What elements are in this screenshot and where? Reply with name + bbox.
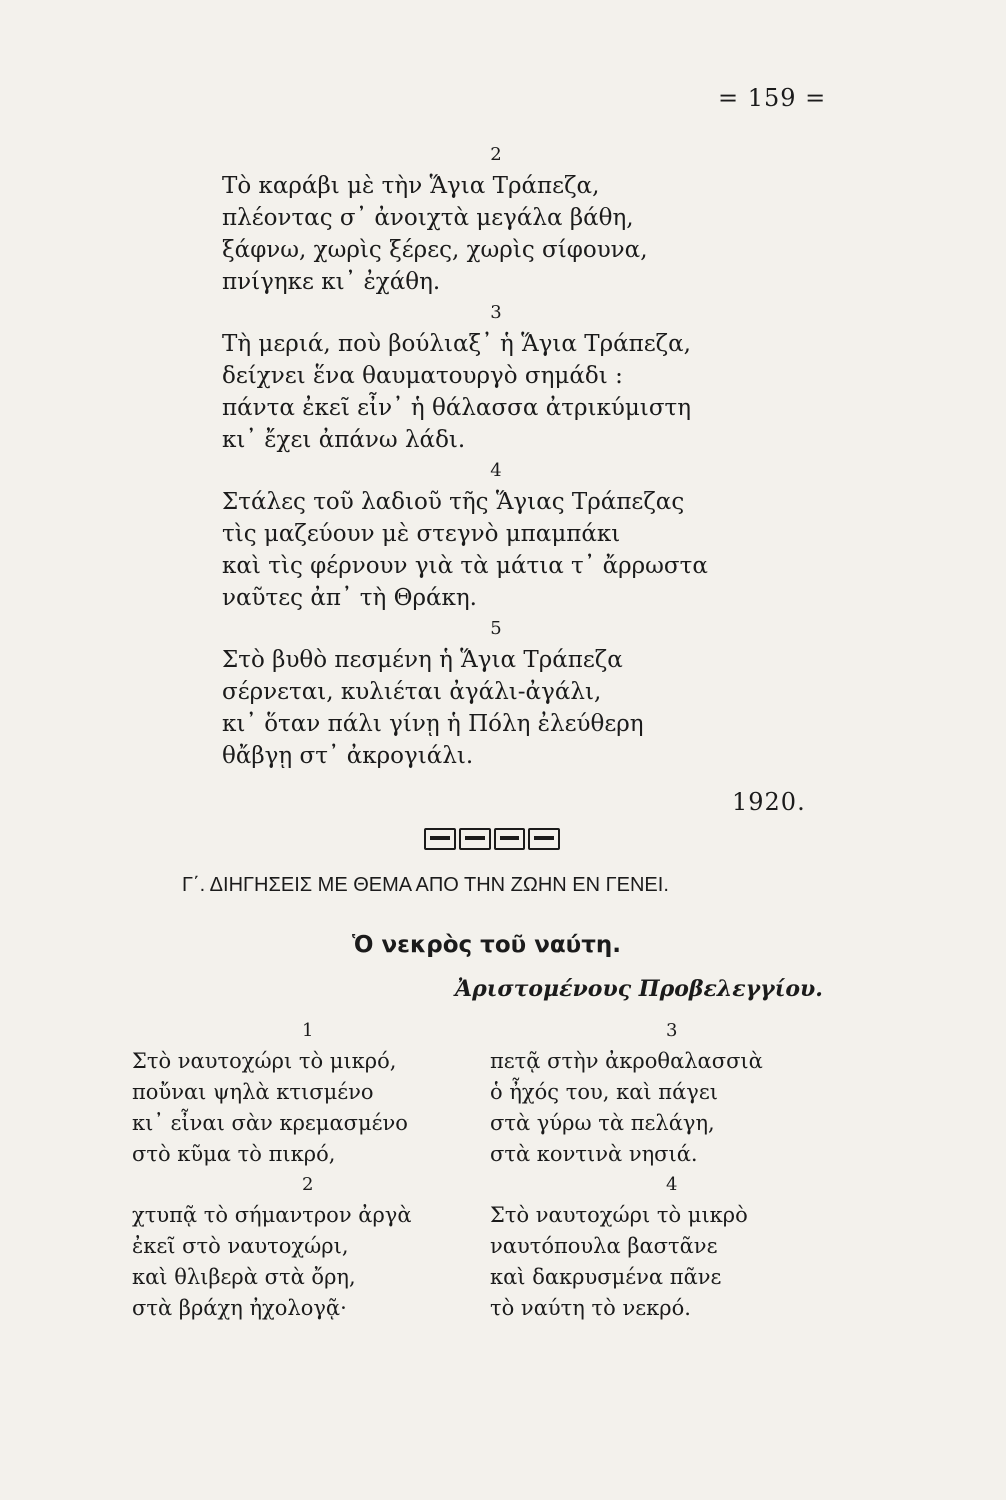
poem-continuation <box>222 140 822 772</box>
verse-line: πετᾷ στὴν ἀκροθαλασσιὰ <box>490 1049 763 1073</box>
stanza <box>222 456 822 614</box>
verse-line: σέρνεται, κυλιέται ἀγάλι-ἀγάλι, <box>222 679 602 705</box>
stanza-number: 3 <box>666 1020 678 1041</box>
verse-line: ξάφνω, χωρὶς ξέρες, χωρὶς σίφουνα, <box>222 237 648 263</box>
stanza-number: 2 <box>302 1174 314 1195</box>
poem-year: 1920. <box>732 788 806 816</box>
verse-line: Στάλες τοῦ λαδιοῦ τῆς Ἅγιας Τράπεζας <box>222 489 685 515</box>
verse-line: ναυτόπουλα βαστᾶνε <box>490 1234 718 1258</box>
verse-line: ποὔναι ψηλὰ κτισμένο <box>132 1080 374 1104</box>
stanza-number: 4 <box>490 460 502 481</box>
verse-line: στὸ κῦμα τὸ πικρό, <box>132 1142 336 1166</box>
verse-line: θἄβγῃ στ᾿ ἀκρογιάλι. <box>222 743 474 769</box>
verse-line: κι᾿ ὅταν πάλι γίνῃ ἡ Πόλη ἐλεύθερη <box>222 711 644 737</box>
verse-line: κι᾿ ἔχει ἀπάνω λάδι. <box>222 427 466 453</box>
verse-line: Τὴ μεριά, ποὺ βούλιαξ᾿ ἡ Ἅγια Τράπεζα, <box>222 331 691 357</box>
verse-line: καὶ θλιβερὰ στὰ ὄρη, <box>132 1265 356 1289</box>
ornament-segment <box>494 828 526 850</box>
verse-line: χτυπᾷ τὸ σήμαντρον ἀργὰ <box>132 1203 412 1227</box>
ornament-segment <box>459 828 491 850</box>
verse-line: Στὸ βυθὸ πεσμένη ἡ Ἅγια Τράπεζα <box>222 647 623 673</box>
stanza <box>222 140 822 298</box>
poem-title: Ὁ νεκρὸς τοῦ ναύτη. <box>352 932 621 958</box>
verse-line: στὰ γύρω τὰ πελάγη, <box>490 1111 715 1135</box>
poem-column-left <box>132 1016 462 1324</box>
verse-line: στὰ βράχη ἠχολογᾷ· <box>132 1296 347 1320</box>
verse-line: Τὸ καράβι μὲ τὴν Ἅγια Τράπεζα, <box>222 173 600 199</box>
greek-key-ornament <box>424 828 560 850</box>
poem-column-right <box>490 1016 820 1324</box>
poem-author: Ἀριστομένους Προβελεγγίου. <box>455 976 823 1002</box>
stanza-number: 4 <box>666 1174 678 1195</box>
verse-line: Στὸ ναυτοχώρι τὸ μικρὸ <box>490 1203 748 1227</box>
stanza <box>222 614 822 772</box>
verse-line: δείχνει ἕνα θαυματουργὸ σημάδι : <box>222 363 623 389</box>
verse-line: στὰ κοντινὰ νησιά. <box>490 1142 698 1166</box>
ornament-segment <box>424 828 456 850</box>
verse-line: πνίγηκε κι᾿ ἐχάθη. <box>222 269 441 295</box>
verse-line: κι᾿ εἶναι σὰν κρεμασμένο <box>132 1111 408 1135</box>
stanza-number: 3 <box>490 302 502 323</box>
ornament-segment <box>528 828 560 850</box>
verse-line: πάντα ἐκεῖ εἶν᾿ ἡ θάλασσα ἀτρικύμιστη <box>222 395 692 421</box>
stanza-number: 5 <box>490 618 502 639</box>
verse-line: ναῦτες ἀπ᾿ τὴ Θράκη. <box>222 585 477 611</box>
verse-line: Στὸ ναυτοχώρι τὸ μικρό, <box>132 1049 397 1073</box>
section-heading: Γ΄. ΔΙΗΓΗΣΕΙΣ ΜΕ ΘΕΜΑ ΑΠΟ ΤΗΝ ΖΩΗΝ ΕΝ ΓΕΝΕΙ. <box>182 874 669 896</box>
verse-line: πλέοντας σ᾿ ἀνοιχτὰ μεγάλα βάθη, <box>222 205 634 231</box>
verse-line: ἐκεῖ στὸ ναυτοχώρι, <box>132 1234 349 1258</box>
stanza-number: 2 <box>490 144 502 165</box>
verse-line: καὶ δακρυσμένα πᾶνε <box>490 1265 722 1289</box>
verse-line: τὸ ναύτη τὸ νεκρό. <box>490 1296 691 1320</box>
stanza-number: 1 <box>302 1020 314 1041</box>
verse-line: καὶ τὶς φέρνουν γιὰ τὰ μάτια τ᾿ ἄρρωστα <box>222 553 708 579</box>
stanza <box>222 298 822 456</box>
verse-line: ὁ ἦχός του, καὶ πάγει <box>490 1080 718 1104</box>
page-number: = 159 = <box>718 84 827 112</box>
verse-line: τὶς μαζεύουν μὲ στεγνὸ μπαμπάκι <box>222 521 621 547</box>
